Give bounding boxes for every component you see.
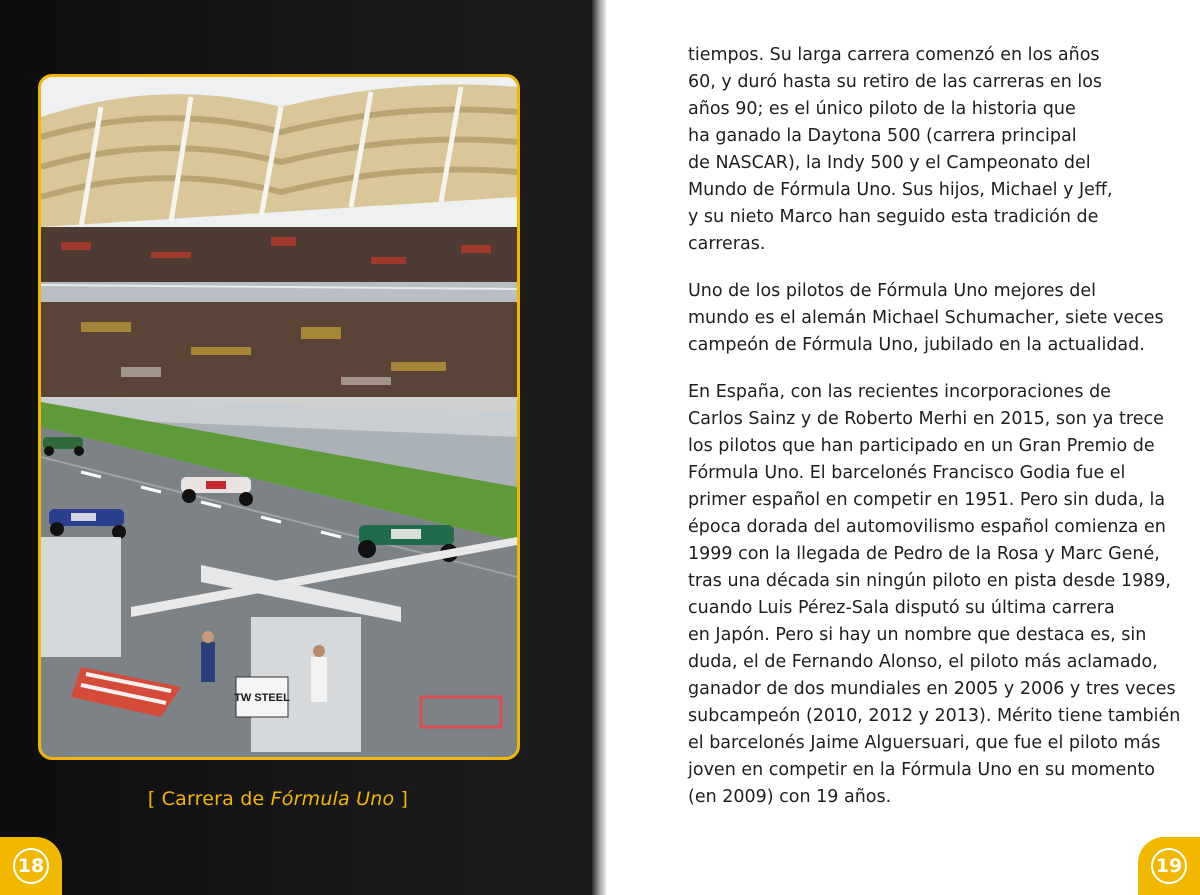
page-number-right: 19 bbox=[1138, 837, 1200, 895]
page-number-left: 18 bbox=[0, 837, 62, 895]
paragraph: Uno de los pilotos de Fórmula Uno mejores del mundo es el alemán Michael Schumacher, siete veces campeón de Fórmula Uno, jubilado en la actualidad. bbox=[688, 281, 1164, 355]
formula-one-race-photo bbox=[38, 74, 520, 760]
upper-crowd bbox=[41, 227, 517, 282]
body-text bbox=[688, 42, 1181, 831]
tw-steel-banner: TW STEEL bbox=[234, 692, 290, 704]
left-page bbox=[0, 0, 598, 895]
paragraph: tiempos. Su larga carrera comenzó en los años 60, y duró hasta su retiro de las carreras en los años 90; es el único piloto de la historia que ha ganado la Daytona 500 (carrera principal de NASCAR), la Indy 500 y el Campeonato del Mundo de Fórmula Uno. Sus hijos, Michael y Jeff, y su nieto Marco han seguido esta tradición de carreras. bbox=[688, 45, 1113, 254]
photo-caption: [ Carrera de Fórmula Uno ] bbox=[147, 788, 409, 810]
paragraph: En España, con las recientes incorporaciones de Carlos Sainz y de Roberto Merhi en 2015, son ya trece los pilotos que han participado en un Gran Premio de Fórmula Uno. El barcelonés Francisco Godia fue el primer español en competir en 1951. Pero sin duda, la época dorada del automovilismo español comienza en 1999 con la llegada de Pedro de la Rosa y Marc Gené, tras una década sin ningún piloto en pista desde 1989, cuando Luis Pérez-Sala disputó su última carrera en Japón. Pero si hay un nombre que destaca es, sin duda, el de Fernando Alonso, el piloto más aclamado, ganador de dos mundiales en 2005 y 2006 y tres veces subcampeón (2010, 2012 y 2013). Mérito tiene también el barcelonés Jaime Alguersuari, que fue el piloto más joven en competir en la Fórmula Uno en su momento (en 2009) con 19 años. bbox=[688, 382, 1181, 807]
lower-crowd bbox=[41, 302, 517, 397]
